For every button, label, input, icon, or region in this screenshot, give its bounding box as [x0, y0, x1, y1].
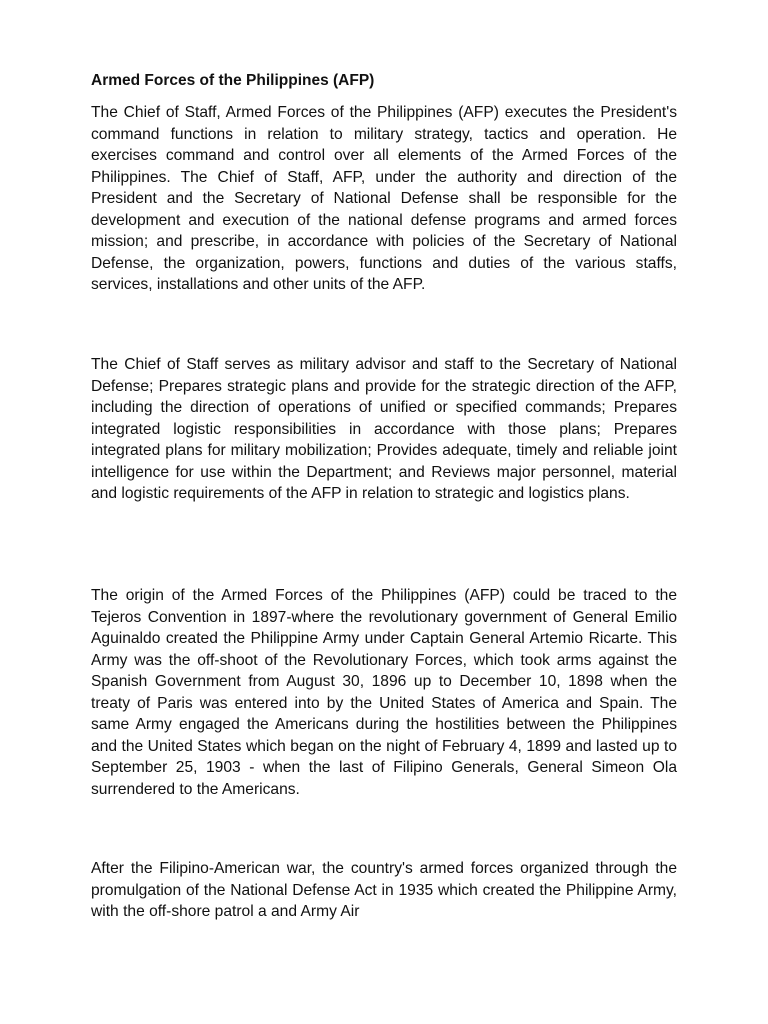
paragraph-post-war: After the Filipino-American war, the country's armed forces organized through the promulgation of the National Defense Act in 1935 which created the Philippine Army, with the off-shore patrol a and Army Air — [91, 860, 677, 920]
paragraph-chief-of-staff-duties: The Chief of Staff serves as military advisor and staff to the Secretary of National Defense; Prepares strategic plans and provide for the strategic direction of the AFP, including the direction of operations of unified or specified commands; Prepares integrated logistic responsibilities in accordance with those plans; Prepares integrated plans for military mobilization; Provides adequate, timely and reliable joint intelligence for use within the Department; and Reviews major personnel, material and logistic requirements of the AFP in relation to strategic and logistics plans. — [91, 356, 677, 502]
paragraph-chief-of-staff-role: The Chief of Staff, Armed Forces of the Philippines (AFP) executes the President's command functions in relation to military strategy, tactics and operation. He exercises command and control over all elements of the Armed Forces of the Philippines. The Chief of Staff, AFP, under the authority and direction of the President and the Secretary of National Defense shall be responsible for the development and execution of the national defense programs and armed forces mission; and prescribe, in accordance with policies of the Secretary of National Defense, the organization, powers, functions and duties of the various staffs, services, installations and other units of the AFP. — [91, 104, 677, 293]
paragraph-afp-origin: The origin of the Armed Forces of the Philippines (AFP) could be traced to the Tejeros Convention in 1897-where the revolutionary government of General Emilio Aguinaldo created the Philippine Army under Captain General Artemio Ricarte. This Army was the off-shoot of the Revolutionary Forces, which took arms against the Spanish Government from August 30, 1896 up to December 10, 1898 when the treaty of Paris was entered into by the United States of America and Spain. The same Army engaged the Americans during the hostilities between the Philippines and the United States which began on the night of February 4, 1899 and lasted up to September 25, 1903 - when the last of Filipino Generals, General Simeon Ola surrendered to the Americans. — [91, 587, 677, 798]
document-heading: Armed Forces of the Philippines (AFP) — [91, 72, 375, 89]
